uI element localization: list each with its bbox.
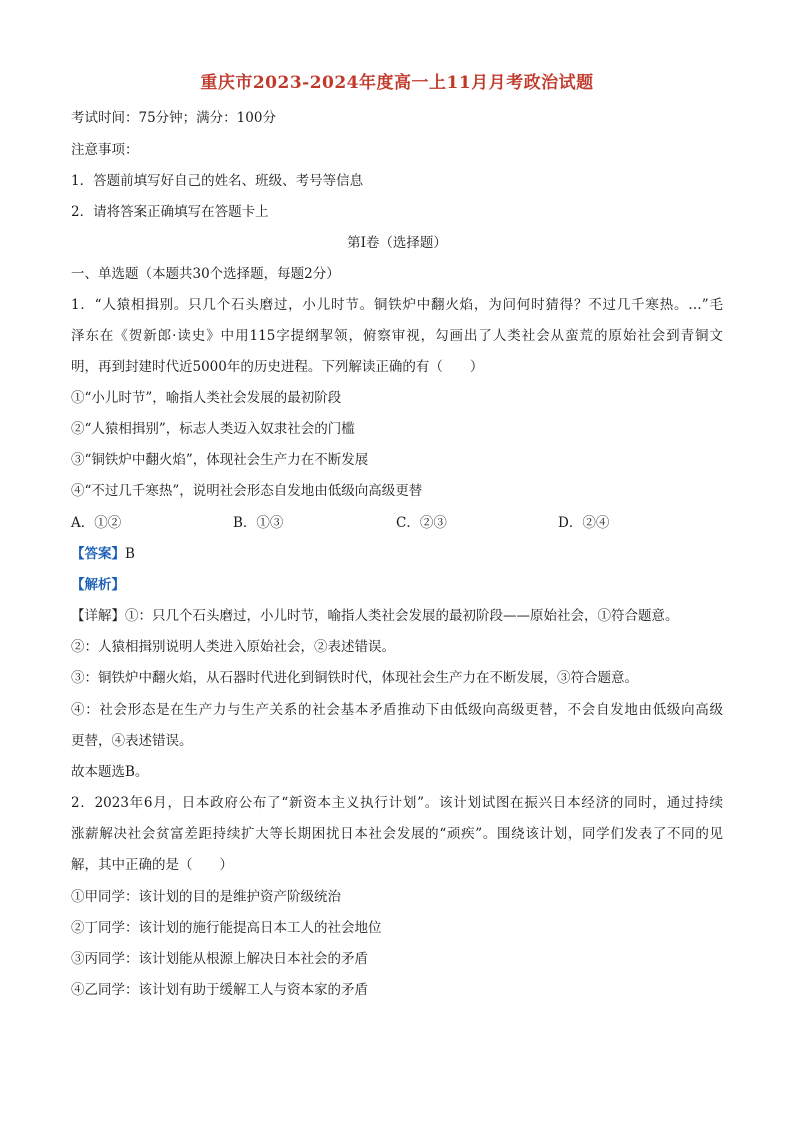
- notice-item-2: 2．请将答案正确填写在答题卡上: [71, 204, 269, 220]
- q1-analysis: [71, 575, 125, 595]
- q1-statement-2: ②“人猿相揖别”，标志人类迈入奴隶社会的门槛: [71, 421, 355, 437]
- answer-value: B: [125, 546, 135, 562]
- q1-option-b: B．①③: [233, 515, 284, 531]
- q2-statement-4: ④乙同学：该计划有助于缓解工人与资本家的矛盾: [71, 982, 368, 998]
- q2-stem-line-1: 2．2023年6月，日本政府公布了“新资本主义执行计划”。该计划试图在振兴日本经济的同时，通过持续: [71, 795, 723, 811]
- q1-stem-line-1: 1．“人猿相揖别。只几个石头磨过，小儿时节。铜铁炉中翻火焰，为问何时猜得？不过几千寒热。…”毛: [71, 297, 723, 313]
- q2-stem-line-3: 解，其中正确的是（ ）: [71, 857, 233, 873]
- page-title: 重庆市2023-2024年度高一上11月月考政治试题: [200, 73, 594, 93]
- detail-tag: 【详解】: [71, 608, 125, 624]
- q1-detail-3: ③：铜铁炉中翻火焰，从石器时代进化到铜铁时代，体现社会生产力在不断发展，③符合题意。: [71, 670, 638, 686]
- q1-option-a: A．①②: [71, 515, 122, 531]
- q2-statement-2: ②丁同学：该计划的施行能提高日本工人的社会地位: [71, 920, 382, 936]
- q2-statement-3: ③丙同学：该计划能从根源上解决日本社会的矛盾: [71, 951, 368, 967]
- section-title: 第I卷（选择题）: [347, 235, 447, 251]
- notice-label: 注意事项：: [71, 142, 139, 158]
- q1-option-d: D．②④: [558, 515, 610, 531]
- q1-stem-line-2: 泽东在《贺新郎·读史》中用115字提纲挈领，俯察审视，勾画出了人类社会从蛮荒的原始社会到青铜文: [71, 328, 723, 344]
- part-title: 一、单选题（本题共30个选择题，每题2分）: [71, 266, 340, 282]
- q1-statement-4: ④“不过几千寒热”，说明社会形态自发地由低级向高级更替: [71, 483, 423, 499]
- detail-text-1: ①：只几个石头磨过，小儿时节，喻指人类社会发展的最初阶段——原始社会，①符合题意。: [125, 608, 679, 624]
- q1-detail-2: ②：人猿相揖别说明人类进入原始社会，②表述错误。: [71, 639, 395, 655]
- notice-item-1: 1．答题前填写好自己的姓名、班级、考号等信息: [71, 173, 364, 189]
- q1-detail-1: [71, 606, 679, 626]
- q1-detail-4b: 更替，④表述错误。: [71, 733, 193, 749]
- answer-tag: 【答案】: [71, 546, 125, 562]
- q1-statement-3: ③“铜铁炉中翻火焰”，体现社会生产力在不断发展: [71, 452, 369, 468]
- exam-time-score: 考试时间：75分钟；满分：100分: [71, 110, 276, 126]
- q2-statement-1: ①甲同学：该计划的目的是维护资产阶级统治: [71, 889, 341, 905]
- q1-answer: [71, 544, 135, 564]
- q1-detail-4a: ④：社会形态是在生产力与生产关系的社会基本矛盾推动下由低级向高级更替，不会自发地由低级向高级: [71, 702, 723, 718]
- q1-option-c: C．②③: [396, 515, 447, 531]
- analysis-tag: 【解析】: [71, 577, 125, 593]
- q2-stem-line-2: 涨薪解决社会贫富差距持续扩大等长期困扰日本社会发展的“顽疾”。围绕该计划，同学们发表了不同的见: [71, 826, 723, 842]
- q1-stem-line-3: 明，再到封建时代近5000年的历史进程。下列解读正确的有（ ）: [71, 359, 484, 375]
- q1-statement-1: ①“小儿时节”，喻指人类社会发展的最初阶段: [71, 390, 342, 406]
- q1-conclusion: 故本题选B。: [71, 764, 149, 780]
